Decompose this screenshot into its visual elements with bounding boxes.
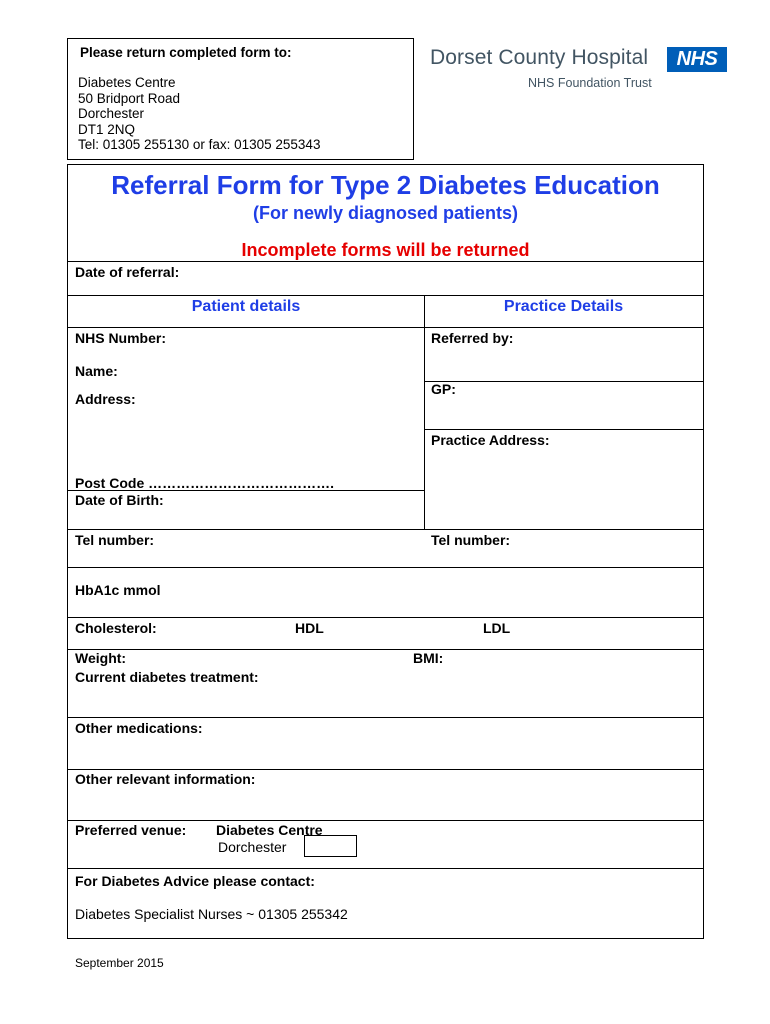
advice-contact: Diabetes Specialist Nurses ~ 01305 255342 bbox=[75, 906, 348, 922]
other-medications-label: Other medications: bbox=[75, 720, 203, 736]
divider bbox=[68, 261, 703, 262]
venue-town: Dorchester bbox=[218, 839, 287, 855]
divider bbox=[68, 769, 703, 770]
logo-trust-name: NHS Foundation Trust bbox=[528, 76, 652, 90]
form-title: Referral Form for Type 2 Diabetes Education bbox=[111, 170, 660, 200]
hba1c-label: HbA1c mmol bbox=[75, 582, 161, 598]
divider bbox=[68, 529, 703, 530]
form-subtitle: (For newly diagnosed patients) bbox=[252, 203, 519, 223]
patient-details-heading: Patient details bbox=[191, 298, 301, 315]
date-of-referral-label: Date of referral: bbox=[75, 264, 180, 280]
return-line: Diabetes Centre bbox=[78, 75, 176, 90]
patient-tel-label: Tel number: bbox=[75, 532, 155, 548]
gp-label: GP: bbox=[431, 381, 456, 397]
ldl-label: LDL bbox=[483, 620, 511, 636]
return-line: 50 Bridport Road bbox=[78, 90, 181, 106]
venue-checkbox[interactable] bbox=[304, 835, 357, 857]
name-label: Name: bbox=[75, 363, 118, 379]
divider bbox=[68, 567, 703, 568]
nhs-number-label: NHS Number: bbox=[75, 330, 167, 346]
column-divider bbox=[424, 295, 425, 529]
referred-by-label: Referred by: bbox=[431, 330, 514, 346]
return-title: Please return completed form to: bbox=[80, 45, 292, 60]
return-line: DT1 2NQ bbox=[78, 121, 136, 137]
divider bbox=[68, 868, 703, 869]
divider bbox=[68, 295, 703, 296]
bmi-label: BMI: bbox=[413, 650, 444, 666]
logo-hospital-name: Dorset County Hospital bbox=[430, 46, 649, 69]
post-code-label: Post Code …………………………………. bbox=[75, 475, 335, 491]
referral-form bbox=[67, 164, 704, 939]
return-line: Dorchester bbox=[78, 106, 145, 122]
footer-date: September 2015 bbox=[75, 956, 164, 970]
practice-address-label: Practice Address: bbox=[431, 432, 550, 448]
weight-label: Weight: bbox=[75, 650, 127, 666]
return-address-lines bbox=[78, 75, 403, 153]
divider bbox=[424, 429, 703, 430]
venue-name: Diabetes Centre bbox=[216, 822, 323, 838]
divider bbox=[68, 717, 703, 718]
preferred-venue-label: Preferred venue: bbox=[75, 822, 187, 838]
hdl-label: HDL bbox=[295, 620, 324, 636]
divider bbox=[68, 649, 703, 650]
date-of-birth-label: Date of Birth: bbox=[75, 492, 164, 508]
practice-tel-label: Tel number: bbox=[431, 532, 511, 548]
address-label: Address: bbox=[75, 391, 136, 407]
divider bbox=[68, 327, 703, 328]
divider bbox=[68, 617, 703, 618]
return-address-box bbox=[67, 38, 414, 160]
divider bbox=[424, 381, 703, 382]
return-line: Tel: 01305 255130 or fax: 01305 255343 bbox=[78, 137, 321, 153]
form-warning: Incomplete forms will be returned bbox=[241, 240, 530, 260]
advice-heading: For Diabetes Advice please contact: bbox=[75, 873, 315, 889]
current-treatment-label: Current diabetes treatment: bbox=[75, 669, 259, 685]
practice-details-heading: Practice Details bbox=[503, 298, 624, 315]
cholesterol-label: Cholesterol: bbox=[75, 620, 157, 636]
divider bbox=[68, 820, 703, 821]
other-info-label: Other relevant information: bbox=[75, 771, 256, 787]
nhs-logo-badge: NHS bbox=[667, 47, 727, 72]
hospital-logo bbox=[430, 46, 730, 96]
